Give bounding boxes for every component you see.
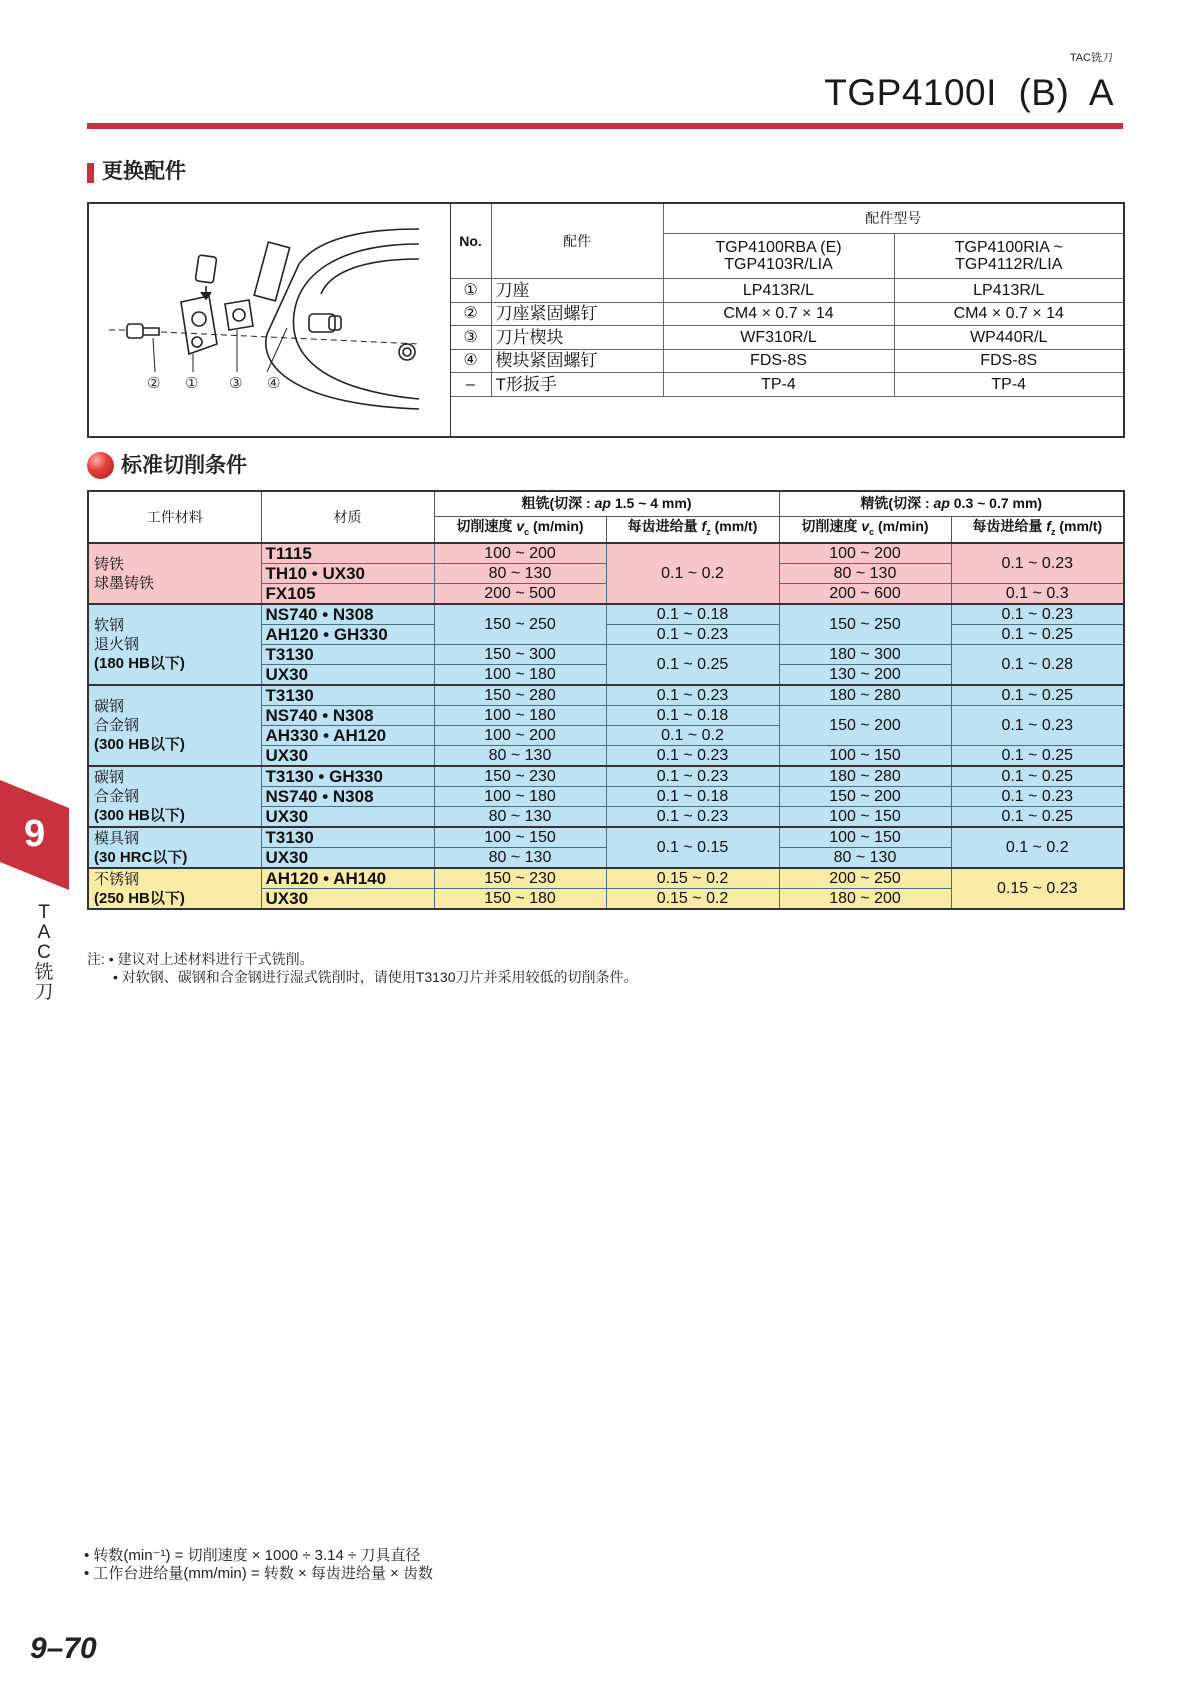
formulas [84,1547,433,1583]
cutter-exploded-diagram-icon [89,204,449,432]
rough-vc-cell: 80 ~ 130 [434,848,606,869]
finish-vc-cell: 180 ~ 280 [779,766,951,787]
material-name: 软钢 [94,617,125,634]
material-name: 模具钢 [94,829,140,847]
part-model-1: TP-4 [663,373,894,397]
part-model-2: FDS-8S [894,349,1124,373]
part-model-1: CM4 × 0.7 × 14 [663,302,894,326]
category-label: TAC铣刀 [1069,52,1113,64]
finish-fz-cell: 0.1 ~ 0.25 [951,807,1124,828]
material-cell [88,868,261,909]
material-name: (300 HB以下) [94,807,185,824]
material-name: 退火钢 [94,636,140,653]
chapter-label-char: A [37,922,51,943]
finish-vc-cell: 180 ~ 200 [779,889,951,910]
grade-cell: TH10 • UX30 [261,564,434,584]
finish-fz-cell: 0.1 ~ 0.28 [951,645,1124,686]
section-title-parts: 更换配件 [102,160,186,183]
header-material: 工件材料 [88,491,261,543]
vc-label: 切削速度 [801,517,862,534]
grade-cell: UX30 [261,889,434,910]
grade-cell: FX105 [261,584,434,605]
material-cell [88,685,261,766]
grade-cell: T3130 [261,685,434,706]
finish-vc-cell: 200 ~ 250 [779,868,951,889]
section-title-conditions: 标准切削条件 [121,454,247,477]
finish-vc-cell: 150 ~ 200 [779,706,951,746]
finish-vc-cell: 130 ~ 200 [779,665,951,686]
grade-cell: AH120 • AH140 [261,868,434,889]
header-rough [434,491,779,516]
part-name: 刀座紧固螺钉 [491,302,663,326]
finish-fz-cell: 0.1 ~ 0.23 [951,787,1124,807]
parts-illustration [88,203,450,437]
finish-vc-cell: 100 ~ 150 [779,827,951,848]
rough-fz-cell: 0.1 ~ 0.23 [606,766,779,787]
part-no: ④ [450,349,491,373]
header-part: 配件 [491,203,663,279]
header-grade: 材质 [261,491,434,543]
rough-depth: 1.5 ~ 4 mm) [610,495,692,512]
material-name: 合金钢 [94,717,140,734]
finish-vc-cell: 100 ~ 150 [779,807,951,828]
vc-subscript: c [869,526,875,537]
finish-vc-cell: 80 ~ 130 [779,564,951,584]
part-model-1: LP413R/L [663,279,894,303]
vc-unit: (m/min) [874,517,929,534]
empty-row [450,396,1124,437]
rough-vc-cell: 150 ~ 280 [434,685,606,706]
fz-label: 每齿进给量 [972,517,1047,534]
condition-row [88,827,1124,848]
finish-fz-cell: 0.1 ~ 0.23 [951,543,1124,584]
ap-symbol: ap [933,495,950,512]
fz-subscript: z [706,526,711,537]
formula-rpm: • 转数(min⁻¹) = 切削速度 × 1000 ÷ 3.14 ÷ 刀具直径 [84,1547,421,1564]
material-cell [88,766,261,827]
rough-vc-cell: 100 ~ 200 [434,543,606,564]
material-name: (180 HB以下) [94,655,185,672]
rough-vc-cell: 200 ~ 500 [434,584,606,605]
parts-table [87,202,1125,438]
grade-cell: NS740 • N308 [261,706,434,726]
finish-fz-cell: 0.1 ~ 0.25 [951,685,1124,706]
rough-fz-cell: 0.15 ~ 0.2 [606,889,779,910]
finish-fz-cell: 0.1 ~ 0.25 [951,766,1124,787]
material-name: 碳钢 [94,698,125,715]
ap-symbol: ap [594,495,611,512]
part-no: ② [450,302,491,326]
finish-fz-cell: 0.1 ~ 0.25 [951,625,1124,645]
grade-cell: AH330 • AH120 [261,726,434,746]
rough-label: 粗铣(切深 : [521,495,595,512]
material-name: 球墨铸铁 [94,574,155,592]
grade-cell: UX30 [261,848,434,869]
grade-cell: UX30 [261,746,434,767]
finish-fz-cell: 0.1 ~ 0.2 [951,827,1124,868]
rough-fz-cell: 0.1 ~ 0.2 [606,726,779,746]
part-model-1: FDS-8S [663,349,894,373]
rough-vc-cell: 100 ~ 180 [434,665,606,686]
material-name: (300 HB以下) [94,736,185,753]
part-no: – [450,373,491,397]
note-2: • 对软钢、碳钢和合金钢进行湿式铣削时，请使用T3130刀片并采用较低的切削条件。 [113,969,638,985]
grade-cell: UX30 [261,807,434,828]
section-bullet-icon [87,452,114,479]
vc-label: 切削速度 [456,517,517,534]
finish-depth: 0.3 ~ 0.7 mm) [949,495,1043,512]
material-cell [88,543,261,604]
chapter-label [34,903,54,1003]
chapter-number: 9 [24,813,46,855]
header-finish [779,491,1124,516]
rough-vc-cell: 150 ~ 180 [434,889,606,910]
callout-1: ① [185,374,199,392]
material-name: 不锈钢 [94,870,140,888]
part-model-2: LP413R/L [894,279,1124,303]
callout-3: ③ [229,374,243,392]
part-name: 刀座 [491,279,663,303]
material-name: 铸铁 [94,555,125,573]
header-model-1: TGP4100RBA (E) TGP4103R/LIA [663,234,894,279]
finish-vc-cell: 150 ~ 250 [779,604,951,645]
condition-row [88,766,1124,787]
finish-fz-cell: 0.1 ~ 0.3 [951,584,1124,605]
finish-label: 精铣(切深 : [860,495,934,512]
rough-fz-cell: 0.1 ~ 0.15 [606,827,779,868]
part-model-2: TP-4 [894,373,1124,397]
rough-vc-cell: 80 ~ 130 [434,807,606,828]
fz-subscript: z [1050,526,1056,537]
rough-vc-cell: 150 ~ 230 [434,868,606,889]
finish-fz-cell: 0.1 ~ 0.23 [951,706,1124,746]
condition-row [88,543,1124,564]
rough-vc-cell: 80 ~ 130 [434,564,606,584]
rough-vc-cell: 100 ~ 180 [434,787,606,807]
condition-row [88,604,1124,625]
grade-cell: T3130 [261,827,434,848]
grade-cell: T1115 [261,543,434,564]
callout-4: ④ [267,374,281,392]
header-fz [951,516,1124,543]
rough-vc-cell: 100 ~ 200 [434,726,606,746]
part-name: 楔块紧固螺钉 [491,349,663,373]
finish-fz-cell: 0.1 ~ 0.25 [951,746,1124,767]
fz-unit: (mm/t) [1055,517,1103,534]
cutting-conditions-table [87,490,1125,910]
grade-cell: UX30 [261,665,434,686]
part-name: T形扳手 [491,373,663,397]
material-name: 合金钢 [94,788,140,805]
callout-2: ② [147,374,161,392]
rough-fz-cell: 0.1 ~ 0.2 [606,543,779,604]
fz-label: 每齿进给量 [627,517,702,534]
material-name: 碳钢 [94,769,125,786]
part-no: ① [450,279,491,303]
page-title: TGP4100I (B) A [824,72,1114,113]
notes [87,950,638,986]
header-vc [434,516,606,543]
material-cell [88,604,261,685]
fz-unit: (mm/t) [710,517,758,534]
part-model-2: WP440R/L [894,326,1124,350]
vc-unit: (m/min) [529,517,584,534]
vc-subscript: c [524,526,530,537]
rough-vc-cell: 150 ~ 300 [434,645,606,665]
finish-vc-cell: 180 ~ 300 [779,645,951,665]
header-no: No. [450,203,491,279]
section-marker-icon [87,163,94,183]
header-model-group: 配件型号 [663,203,1124,234]
chapter-label-char: C [37,942,51,963]
header-fz [606,516,779,543]
chapter-label-char: T [38,902,50,923]
fz-symbol: f [1046,517,1051,534]
rough-fz-cell: 0.1 ~ 0.23 [606,685,779,706]
rough-fz-cell: 0.1 ~ 0.23 [606,746,779,767]
finish-vc-cell: 80 ~ 130 [779,848,951,869]
rough-fz-cell: 0.1 ~ 0.18 [606,604,779,625]
formula-table-feed: • 工作台进给量(mm/min) = 转数 × 每齿进给量 × 齿数 [84,1565,434,1582]
vc-symbol: v [516,517,525,534]
vc-symbol: v [861,517,870,534]
part-model-2: CM4 × 0.7 × 14 [894,302,1124,326]
rough-fz-cell: 0.1 ~ 0.25 [606,645,779,686]
condition-row [88,685,1124,706]
grade-cell: T3130 • GH330 [261,766,434,787]
finish-vc-cell: 150 ~ 200 [779,787,951,807]
rough-vc-cell: 100 ~ 180 [434,706,606,726]
finish-vc-cell: 200 ~ 600 [779,584,951,605]
part-model-1: WF310R/L [663,326,894,350]
fz-symbol: f [701,517,707,534]
rough-fz-cell: 0.1 ~ 0.23 [606,807,779,828]
condition-row [88,868,1124,889]
material-cell [88,827,261,868]
rough-fz-cell: 0.1 ~ 0.18 [606,706,779,726]
finish-fz-cell: 0.1 ~ 0.23 [951,604,1124,625]
grade-cell: AH120 • GH330 [261,625,434,645]
finish-fz-cell: 0.15 ~ 0.23 [951,868,1124,909]
part-name: 刀片楔块 [491,326,663,350]
finish-vc-cell: 100 ~ 200 [779,543,951,564]
grade-cell: T3130 [261,645,434,665]
rough-vc-cell: 80 ~ 130 [434,746,606,767]
grade-cell: NS740 • N308 [261,787,434,807]
finish-vc-cell: 100 ~ 150 [779,746,951,767]
rough-vc-cell: 150 ~ 250 [434,604,606,645]
grade-cell: NS740 • N308 [261,604,434,625]
material-name: (30 HRC以下) [94,848,188,866]
rough-vc-cell: 100 ~ 150 [434,827,606,848]
header-divider [87,123,1123,129]
rough-fz-cell: 0.15 ~ 0.2 [606,868,779,889]
rough-vc-cell: 150 ~ 230 [434,766,606,787]
material-name: (250 HB以下) [94,889,185,907]
part-no: ③ [450,326,491,350]
page-number: 9–70 [30,1632,97,1665]
chapter-label-char: 铣 [34,962,54,983]
finish-vc-cell: 180 ~ 280 [779,685,951,706]
chapter-label-char: 刀 [34,982,54,1003]
header-vc [779,516,951,543]
rough-fz-cell: 0.1 ~ 0.23 [606,625,779,645]
note-1: 注: • 建议对上述材料进行干式铣削。 [87,951,314,967]
header-model-2: TGP4100RIA ~ TGP4112R/LIA [894,234,1124,279]
rough-fz-cell: 0.1 ~ 0.18 [606,787,779,807]
